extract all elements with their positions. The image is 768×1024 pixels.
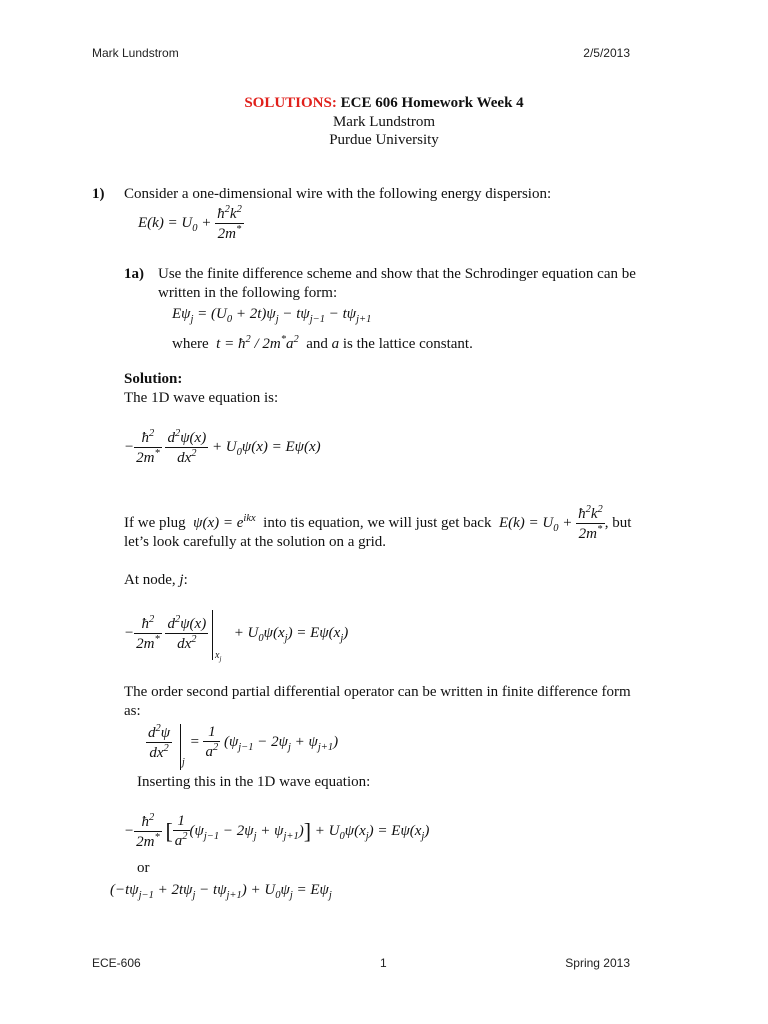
wave-intro: The 1D wave equation is: [124,390,279,406]
grid-line: let’s look carefully at the solution on a grid. [124,534,387,550]
fd-line1: The order second partial differential operator can be written in finite difference form [124,684,631,700]
wave-equation: − $\frac{ħ^2}{2m^*}$ $\frac{d^2\psi(x)}{dx^2}$ + $U_0\psi(x) = E\psi(x)$ [124,428,321,466]
node-label: At node, [124,572,176,588]
plug-prefix: If we plug [124,514,186,531]
where-suffix: is the lattice constant. [342,336,473,352]
footer-term: Spring 2013 [565,956,630,970]
document-title [0,95,768,112]
operator-subscript: j [182,757,185,768]
plug-middle: into tis equation, we will just get back [263,514,492,531]
inserting-line: Inserting this in the 1D wave equation: [137,774,371,790]
footer-page: 1 [380,956,387,970]
solutions-label: SOLUTIONS: [244,95,337,111]
evaluation-bar [212,610,213,660]
plug-line: If we plug $\psi(x) = e^{ikx}$ into tis equation, we will just get back $E(k) = U_0$ + $\frac{ħ^2k^2}{2m^*}$ , but [124,504,632,542]
node-var: j [179,572,184,588]
operator-bar [180,724,181,770]
where-line: where $t = ħ^2 / 2m^*a^2$ and a is the lattice constant. [172,334,473,352]
evaluation-subscript: $x_j$ [215,650,222,663]
solution-heading: Solution: [124,371,183,387]
fd-line2: as: [124,703,141,719]
problem-statement: Consider a one-dimensional wire with the following energy dispersion: [124,186,552,202]
fd-target-equation: $E\psi_j = (U_0 + 2t)\psi_j - t\psi_{j-1} - t\psi_{j+1}$ [172,306,372,325]
part-a-line2: written in the following form: [158,285,338,301]
inserted-equation: − $\frac{ħ^2}{2m^*}$ [ $\frac{1}{a^2}$ $(\psi_{j-1} - 2\psi_j + \psi_{j+1})] + U_0\psi(x_j) = E\psi(x_j)$ [124,812,430,850]
or-label: or [137,860,150,876]
footer-course: ECE-606 [92,956,141,970]
node-line: At node, j: [124,572,188,588]
part-a-line1: Use the finite difference scheme and show that the Schrodinger equation can be [158,266,636,282]
dispersion-equation: $E(k) = U_0$ + $\frac{ħ^2k^2}{2m^*}$ [138,204,242,242]
title-author: Mark Lundstrom [332,114,436,130]
final-equation: $(-t\psi_{j-1} + 2t\psi_j - t\psi_{j+1}) + U_0\psi_j = E\psi_j$ [110,882,332,901]
plug-suffix: , but [604,514,632,531]
title-institution: Purdue University [329,132,439,148]
header-author: Mark Lundstrom [92,46,179,60]
problem-number: 1) [92,186,105,202]
part-a-number: 1a) [124,266,144,282]
fd-operator-equation: $\frac{d^2\psi}{dx^2}$ = $\frac{1}{a^2}$ $(\psi_{j-1} - 2\psi_j + \psi_{j+1})$ [148,723,339,761]
title-main: ECE 606 Homework Week 4 [340,95,524,111]
where-label: where [172,336,209,352]
header-date: 2/5/2013 [583,46,630,60]
node-equation: − $\frac{ħ^2}{2m^*}$ $\frac{d^2\psi(x)}{dx^2}$ + $U_0\psi(x_j) = E\psi(x_j)$ [124,614,349,652]
